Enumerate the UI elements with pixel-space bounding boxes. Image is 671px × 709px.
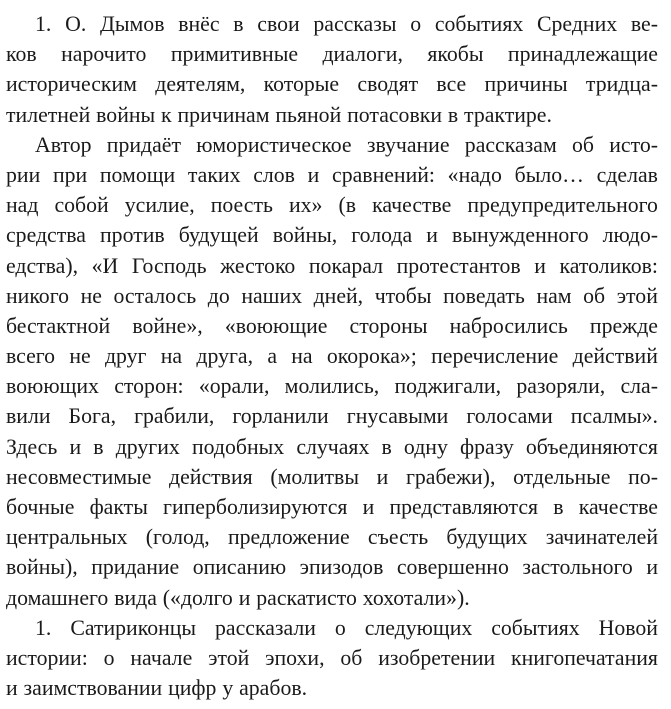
text-line: ков нарочито примитивные диалоги, якобы принадлежащие [6, 42, 658, 67]
text-line: домашнего вида («долго и раскатисто хохотали»). [6, 585, 470, 610]
document-page [6, 9, 658, 703]
text-line: 1. Сатириконцы рассказали о следующих событиях Новой [35, 615, 658, 640]
paragraph [6, 130, 658, 613]
text-line: Автор придаёт юмористическое звучание рассказам об исто- [35, 132, 658, 157]
text-line: историческим деятелям, которые сводят все причины тридца- [6, 72, 658, 97]
text-line: воюющих сторон: «орали, молились, поджигали, разоряли, сла- [6, 374, 658, 399]
text-line: рии при помощи таких слов и сравнений: «надо было… сделав [6, 162, 658, 187]
text-line: войны), придание описанию эпизодов совершенно застольного и [6, 555, 658, 580]
text-line: никого не осталось до наших дней, чтобы поведать нам об этой [6, 283, 658, 308]
text-line: бочные факты гиперболизируются и представляются в качестве [6, 495, 658, 519]
text-line: средства против будущей войны, голода и вынужденного людо- [6, 223, 658, 248]
text-line: едства), «И Господь жестоко покарал протестантов и католиков: [6, 253, 658, 278]
text-line: всего не друг на друга, а на окорока»; перечисление действий [6, 344, 658, 369]
text-line: над собой усилие, поесть их» (в качестве предупредительного [6, 193, 658, 218]
text-line: вили Бога, грабили, горланили гнусавыми голосами псалмы». [6, 404, 658, 429]
paragraph [6, 9, 658, 130]
text-line: тилетней войны к причинам пьяной потасовки в трактире. [6, 102, 552, 127]
text-line: бестактной войне», «воюющие стороны набросились прежде [6, 313, 658, 338]
text-line: Здесь и в других подобных случаях в одну фразу объединяются [6, 434, 658, 459]
text-line: истории: о начале этой эпохи, об изобретении книгопечатания [6, 645, 658, 670]
text-line: 1. О. Дымов внёс в свои рассказы о событиях Средних ве- [35, 12, 658, 36]
text-line: центральных (голод, предложение съесть будущих зачинателей [6, 525, 658, 550]
text-line: и заимствовании цифр у арабов. [6, 676, 308, 701]
paragraph [6, 613, 658, 704]
text-line: несовместимые действия (молитвы и грабежи), отдельные по- [6, 464, 658, 489]
